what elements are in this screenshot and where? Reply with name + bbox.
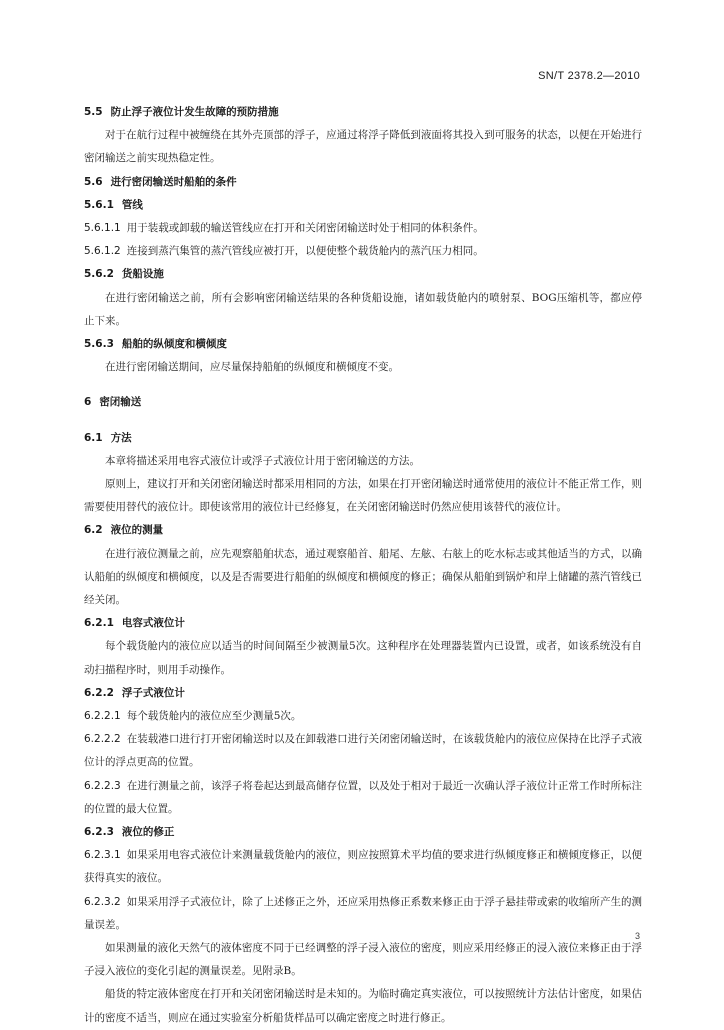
section-5-6-3-text: 在进行密闭输送期间，应尽量保持船舶的纵倾度和横倾度不变。 — [105, 361, 399, 374]
page-number: 3 — [634, 931, 640, 941]
clause-6-2-3-2 — [84, 891, 642, 937]
clause-text: 用于装载或卸载的输送管线应在打开和关闭密闭输送时处于相同的体积条件。 — [126, 221, 484, 234]
clause-text: 如果采用浮子式液位计，除了上述修正之外，还应采用热修正系数来修正由于浮子悬挂带或索的收缩所产生的测量误差。 — [84, 895, 642, 931]
section-title: 方法 — [110, 431, 132, 444]
section-6-1-heading — [84, 427, 642, 450]
clause-text: 如果采用电容式液位计来测量载货舱内的液位，则应按照算术平均值的要求进行纵倾度修正和横倾度修正，以便获得真实的液位。 — [84, 849, 642, 885]
section-5-6-3-heading — [84, 333, 642, 356]
section-number: 6.2 — [84, 524, 103, 537]
section-6-heading — [84, 391, 642, 414]
section-6-2-heading — [84, 519, 642, 542]
section-title: 液位的修正 — [121, 825, 175, 838]
section-number: 6.2.1 — [84, 617, 114, 630]
clause-number: 6.2.2.1 — [84, 709, 121, 722]
section-6-2-1-text: 每个载货舱内的液位应以适当的时间间隔至少被测量5次。这种程序在处理器装置内已设置，或者，如该系统没有自动扫描程序时，则用手动操作。 — [84, 640, 642, 676]
section-6-1-para-2: 原则上，建议打开和关闭密闭输送时都采用相同的方法，如果在打开密闭输送时通常使用的液位计不能正常工作，则需要使用替代的液位计。即使该常用的液位计已经修复，在关闭密闭输送时仍然应使用该替代的液位计。 — [84, 477, 642, 514]
section-6-1-para-1: 本章将描述采用电容式液位计或浮子式液位计用于密闭输送的方法。 — [105, 454, 420, 467]
section-number: 5.6.3 — [84, 337, 114, 350]
section-6-2-1-heading — [84, 612, 642, 635]
section-5-5-text: 对于在航行过程中被缠绕在其外壳顶部的浮子，应通过将浮子降低到液面将其投入到可服务的状态，以便在开始进行密闭输送之前实现热稳定性。 — [84, 129, 642, 165]
section-title: 防止浮子液位计发生故障的预防措施 — [110, 106, 279, 118]
section-6-2-2-heading — [84, 682, 642, 705]
section-title: 液位的测量 — [110, 524, 164, 537]
section-number: 6.2.3 — [84, 825, 114, 838]
section-5-6-heading — [84, 171, 642, 194]
clause-6-2-2-1 — [84, 705, 642, 728]
section-6-2-text: 在进行液位测量之前，应先观察船舶状态，通过观察船首、船尾、左舷、右舷上的吃水标志或其他适当的方式，以确认船舶的纵倾度和横倾度，以及是否需要进行船舶的纵倾度和横倾度的修正；确保从船舶到锅炉和岸上储罐的蒸汽管线已经关闭。 — [84, 547, 642, 606]
section-5-5-heading — [84, 101, 642, 124]
section-title: 货船设施 — [121, 268, 164, 281]
clause-5-6-1-1 — [84, 217, 642, 240]
clause-text: 在进行测量之前，该浮子将卷起达到最高储存位置，以及处于相对于最近一次确认浮子液位计正常工作时所标注的位置的最大位置。 — [84, 779, 642, 815]
section-number: 6 — [84, 396, 92, 409]
clause-number: 6.2.2.3 — [84, 779, 121, 792]
section-number: 5.6 — [84, 175, 103, 188]
section-6-2-3-heading — [84, 821, 642, 844]
clause-6-2-2-3 — [84, 775, 642, 821]
clause-text: 每个载货舱内的液位应至少测量5次。 — [126, 709, 302, 722]
clause-6-2-2-2 — [84, 728, 642, 774]
section-number: 5.6.2 — [84, 268, 114, 281]
clause-text: 连接到蒸汽集管的蒸汽管线应被打开，以便使整个载货舱内的蒸汽压力相同。 — [126, 245, 484, 258]
clause-text: 在装载港口进行打开密闭输送时以及在卸载港口进行关闭密闭输送时，在该载货舱内的液位应保持在比浮子式液位计的浮点更高的位置。 — [84, 733, 642, 769]
section-title: 管线 — [121, 198, 143, 211]
section-5-6-2-heading — [84, 263, 642, 286]
section-title: 浮子式液位计 — [121, 686, 185, 699]
clause-number: 6.2.2.2 — [84, 733, 121, 746]
spacer — [84, 415, 642, 427]
clause-6-2-3-1 — [84, 844, 642, 890]
clause-number: 5.6.1.1 — [84, 221, 121, 234]
section-number: 6.1 — [84, 431, 103, 444]
section-title: 船舶的纵倾度和横倾度 — [121, 337, 227, 350]
section-5-6-2-text: 在进行密闭输送之前，所有会影响密闭输送结果的各种货船设施，诸如载货舱内的喷射泵、BOG压缩机等，都应停止下来。 — [84, 291, 642, 327]
clause-6-2-3-2-para-3: 船货的特定液体密度在打开和关闭密闭输送时是未知的。为临时确定真实液位，可以按照统计方法估计密度，如果估计的密度不适当，则应在通过实验室分析船货样品可以确定密度之时进行修正。 — [84, 988, 642, 1024]
document-body — [84, 101, 642, 1030]
section-title: 电容式液位计 — [121, 617, 185, 630]
section-number: 5.5 — [84, 106, 103, 118]
section-5-6-1-heading — [84, 194, 642, 217]
standard-code: SN/T 2378.2—2010 — [538, 70, 640, 82]
clause-5-6-1-2 — [84, 240, 642, 263]
section-number: 6.2.2 — [84, 686, 114, 699]
section-number: 5.6.1 — [84, 198, 114, 211]
spacer — [84, 379, 642, 391]
clause-number: 6.2.3.2 — [84, 895, 121, 908]
section-title: 密闭输送 — [99, 396, 142, 409]
clause-number: 5.6.1.2 — [84, 245, 121, 258]
clause-6-2-3-2-para-2: 如果测量的液化天然气的液体密度不同于已经调整的浮子浸入液位的密度，则应采用经修正的浸入液位来修正由于浮子浸入液位的变化引起的测量误差。见附录B。 — [84, 941, 642, 978]
clause-number: 6.2.3.1 — [84, 849, 121, 862]
section-title: 进行密闭输送时船舶的条件 — [110, 175, 237, 188]
